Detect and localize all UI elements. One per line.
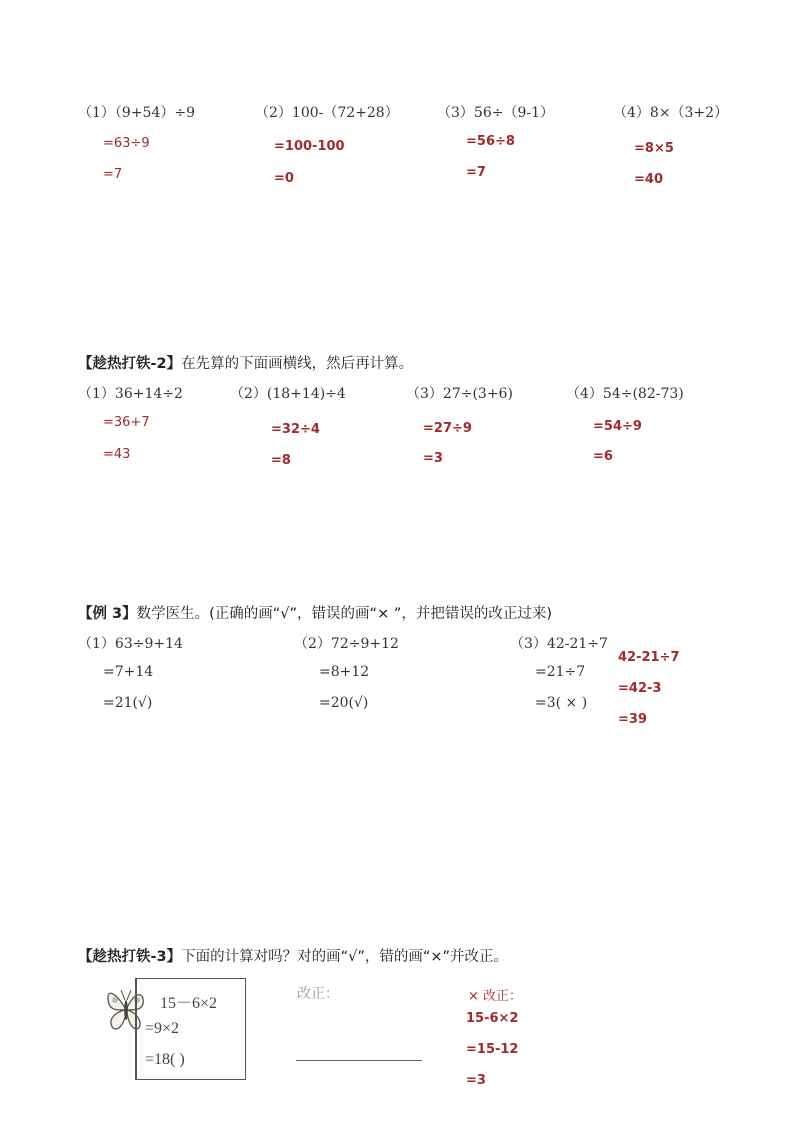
s3-answer-3-step-2: =3( × ) bbox=[535, 695, 588, 711]
s1-answer-1-step-2: =7 bbox=[103, 167, 123, 182]
box-line-1: 15－6×2 bbox=[160, 995, 218, 1012]
s3-question-1: （1）63÷9+14 bbox=[78, 636, 183, 652]
s2-question-2: （2）(18+14)÷4 bbox=[230, 386, 346, 402]
s3-correction-step-2: =42-3 bbox=[618, 681, 662, 696]
s1-answer-3-step-1: =56÷8 bbox=[466, 134, 515, 149]
s2-answer-3-step-1: =27÷9 bbox=[423, 421, 472, 436]
s3-question-2: （2）72÷9+12 bbox=[294, 636, 399, 652]
s3-correction-step-1: 42-21÷7 bbox=[618, 650, 680, 665]
s1-question-3: （3）56÷（9-1） bbox=[437, 105, 554, 121]
answer-underline bbox=[296, 1060, 422, 1061]
s1-question-4: （4）8×（3+2） bbox=[613, 105, 729, 121]
s1-answer-1-step-1: =63÷9 bbox=[103, 136, 150, 151]
s2-heading-text: 在先算的下面画横线，然后再计算。 bbox=[181, 356, 414, 372]
s3-correction-step-3: =39 bbox=[618, 712, 647, 727]
s3-answer-2-step-2: =20(√) bbox=[319, 695, 369, 711]
correction-label: 改正： bbox=[297, 986, 339, 1002]
s1-answer-2-step-2: =0 bbox=[274, 171, 294, 186]
s2-answer-1-step-2: =43 bbox=[103, 447, 131, 462]
s3-answer-2-step-1: =8+12 bbox=[319, 664, 370, 680]
s4-heading-label: 【趁热打铁-3】 bbox=[78, 949, 182, 965]
s4-correction-step-3: =3 bbox=[466, 1073, 486, 1088]
wrong-mark-and-label: × 改正： bbox=[468, 989, 523, 1004]
s2-question-4: （4）54÷(82-73) bbox=[566, 386, 684, 402]
s2-heading-label: 【趁热打铁-2】 bbox=[78, 356, 182, 372]
s4-correction-step-2: =15-12 bbox=[466, 1042, 519, 1057]
s1-answer-4-step-2: =40 bbox=[634, 172, 663, 187]
s2-answer-4-step-1: =54÷9 bbox=[593, 419, 642, 434]
s2-heading bbox=[78, 352, 413, 373]
s3-answer-1-step-2: =21(√) bbox=[103, 695, 153, 711]
box-line-3: =18( ) bbox=[145, 1051, 185, 1068]
s3-heading bbox=[78, 602, 552, 623]
s3-answer-1-step-1: =7+14 bbox=[103, 664, 154, 680]
s1-answer-4-step-1: =8×5 bbox=[634, 141, 674, 156]
s2-question-1: （1）36+14÷2 bbox=[78, 386, 183, 402]
s4-heading-text: 下面的计算对吗？对的画“√”，错的画“×”并改正。 bbox=[181, 949, 509, 965]
s2-answer-2-step-2: =8 bbox=[271, 453, 291, 468]
s3-heading-label: 【例 3】 bbox=[78, 606, 137, 622]
box-line-2: =9×2 bbox=[145, 1020, 180, 1037]
s3-answer-3-step-1: =21÷7 bbox=[535, 664, 586, 680]
s3-heading-text: 数学医生。(正确的画“√”，错误的画“× ”，并把错误的改正过来) bbox=[136, 606, 552, 622]
s1-question-2: （2）100-（72+28） bbox=[255, 105, 399, 121]
s1-question-1: （1）（9+54）÷9 bbox=[78, 105, 195, 121]
s4-correction-step-1: 15-6×2 bbox=[466, 1011, 519, 1026]
s1-answer-2-step-1: =100-100 bbox=[274, 139, 345, 154]
s2-answer-2-step-1: =32÷4 bbox=[271, 422, 320, 437]
s3-question-3: （3）42-21÷7 bbox=[510, 636, 608, 652]
s2-answer-3-step-2: =3 bbox=[423, 451, 443, 466]
s2-answer-4-step-2: =6 bbox=[593, 449, 613, 464]
s1-answer-3-step-2: =7 bbox=[466, 165, 486, 180]
s2-answer-1-step-1: =36+7 bbox=[103, 415, 150, 430]
s2-question-3: （3）27÷(3+6) bbox=[406, 386, 513, 402]
s4-heading bbox=[78, 945, 508, 966]
